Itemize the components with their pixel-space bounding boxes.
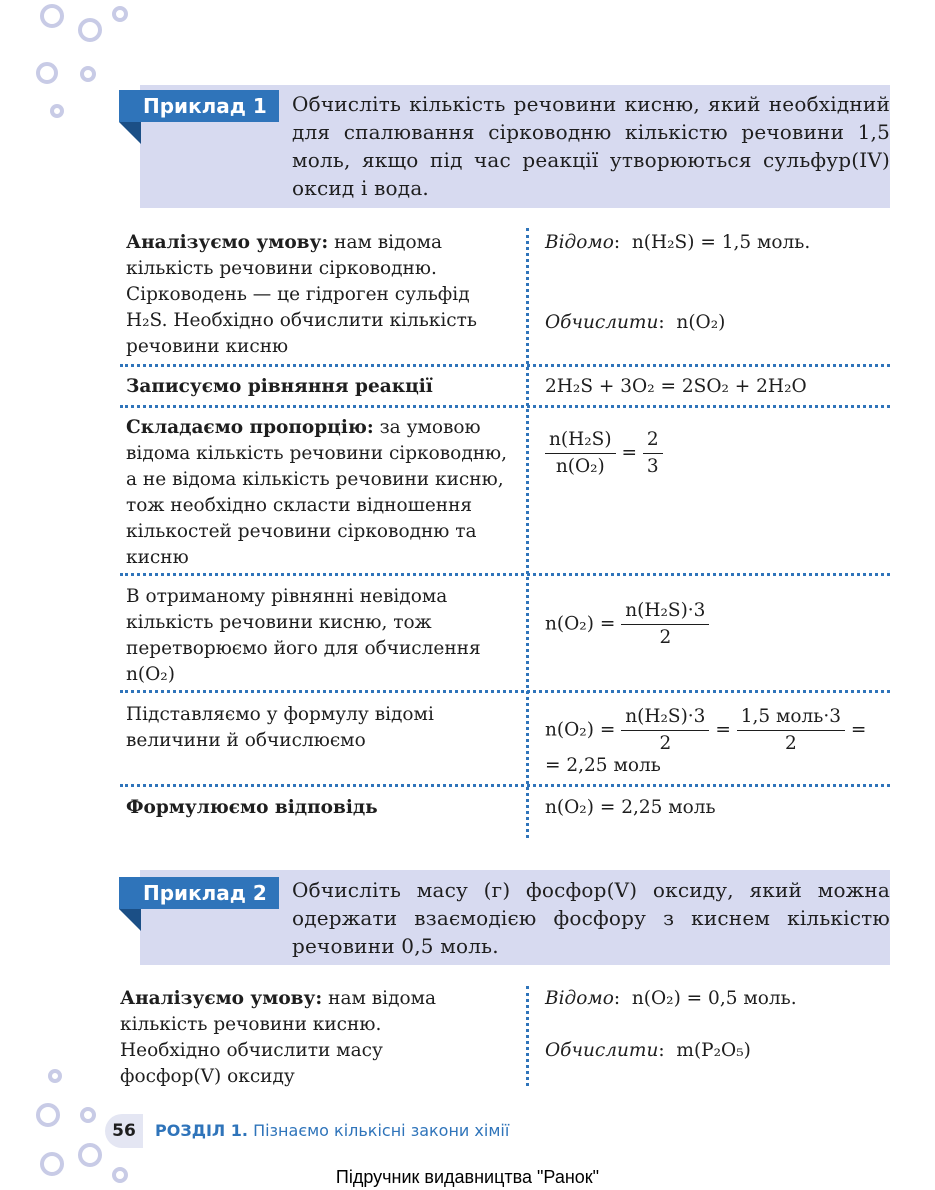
reaction-equation: 2H₂S + 3O₂ = 2SO₂ + 2H₂O	[545, 376, 807, 397]
fraction: $\frac{\text{n(H₂S)·3}}{2}$	[621, 704, 709, 757]
fraction: $\frac{2}{3}$	[643, 427, 663, 480]
example-1-task: Обчисліть кількість речовини кисню, який необхідний для спалювання сірководню кількістю речовини 1,5 моль, якщо під час реакції утворюються сульфур(IV) оксид і вода.	[292, 92, 890, 200]
calculation-result: = 2,25 моль	[545, 755, 661, 776]
example-2-tag: Приклад 2	[119, 877, 279, 909]
example-1-tag: Приклад 1	[119, 90, 279, 122]
fraction: $\frac{\text{n(H₂S)}}{\text{n(O₂)}}$	[545, 427, 616, 480]
section-header: РОЗДІЛ 1. Пізнаємо кількісні закони хімії	[155, 1121, 510, 1140]
transform-formula: n(O₂) = $\frac{\text{n(H₂S)·3}}{2}$	[545, 598, 709, 651]
answer-value: n(O₂) = 2,25 моль	[545, 797, 716, 818]
page-number: 56	[105, 1114, 143, 1148]
find-line: Обчислити: n(O₂)	[545, 312, 726, 333]
example-2-tag-fold	[119, 909, 141, 931]
table-1-divider	[120, 784, 890, 787]
equation-label: Записуємо рівняння реакції	[126, 376, 433, 397]
known-line: Відомо: n(H₂S) = 1,5 моль.	[545, 232, 811, 253]
calculation-text: Підставляємо у формулу відомі величини й обчислюємо	[126, 704, 434, 751]
table-1-divider	[120, 405, 890, 408]
table-1-vertical-divider	[526, 228, 529, 838]
proportion-formula: $\frac{\text{n(H₂S)}}{\text{n(O₂)}}$ = $\frac{2}{3}$	[545, 427, 663, 480]
answer-label: Формулюємо відповідь	[126, 797, 378, 818]
fraction: $\frac{\text{1,5 моль·3}}{2}$	[737, 704, 845, 757]
table-2-vertical-divider	[526, 986, 529, 1086]
example-1-tag-fold	[119, 122, 141, 144]
find-line: Обчислити: m(P₂O₅)	[545, 1040, 751, 1061]
known-line: Відомо: n(O₂) = 0,5 моль.	[545, 988, 797, 1009]
table-1-divider	[120, 364, 890, 367]
analysis-text: Аналізуємо умову: нам відома кількість речовини сірководню. Сірководень — це гідроген сульфід H₂S. Необхідно обчислити кількість речовини кисню	[126, 232, 477, 357]
transform-text: В отриманому рівнянні невідома кількість речовини кисню, тож перетворюємо його для обчислення n(O₂)	[126, 586, 481, 685]
table-1-divider	[120, 690, 890, 693]
fraction: $\frac{\text{n(H₂S)·3}}{2}$	[621, 598, 709, 651]
example-2-task: Обчисліть масу (г) фосфор(V) оксиду, який можна одержати взаємодією фосфору з киснем кількістю речовини 0,5 моль.	[292, 878, 890, 958]
calculation-formula: n(O₂) = $\frac{\text{n(H₂S)·3}}{2}$ = $\frac{\text{1,5 моль·3}}{2}$ = = 2,25 моль	[545, 704, 885, 779]
analysis-text: Аналізуємо умову: нам відома кількість речовини кисню. Необхідно обчислити масу фосфор(V) оксиду	[120, 988, 437, 1087]
publisher-note: Підручник видавництва "Ранок"	[335, 1167, 600, 1187]
proportion-text: Складаємо пропорцію: за умовою відома кількість речовини сірководню, а не відома кількість речовини кисню, тож необхідно скласти відношення кількостей речовини сірководню та кисню	[126, 417, 508, 568]
table-1-divider	[120, 573, 890, 576]
